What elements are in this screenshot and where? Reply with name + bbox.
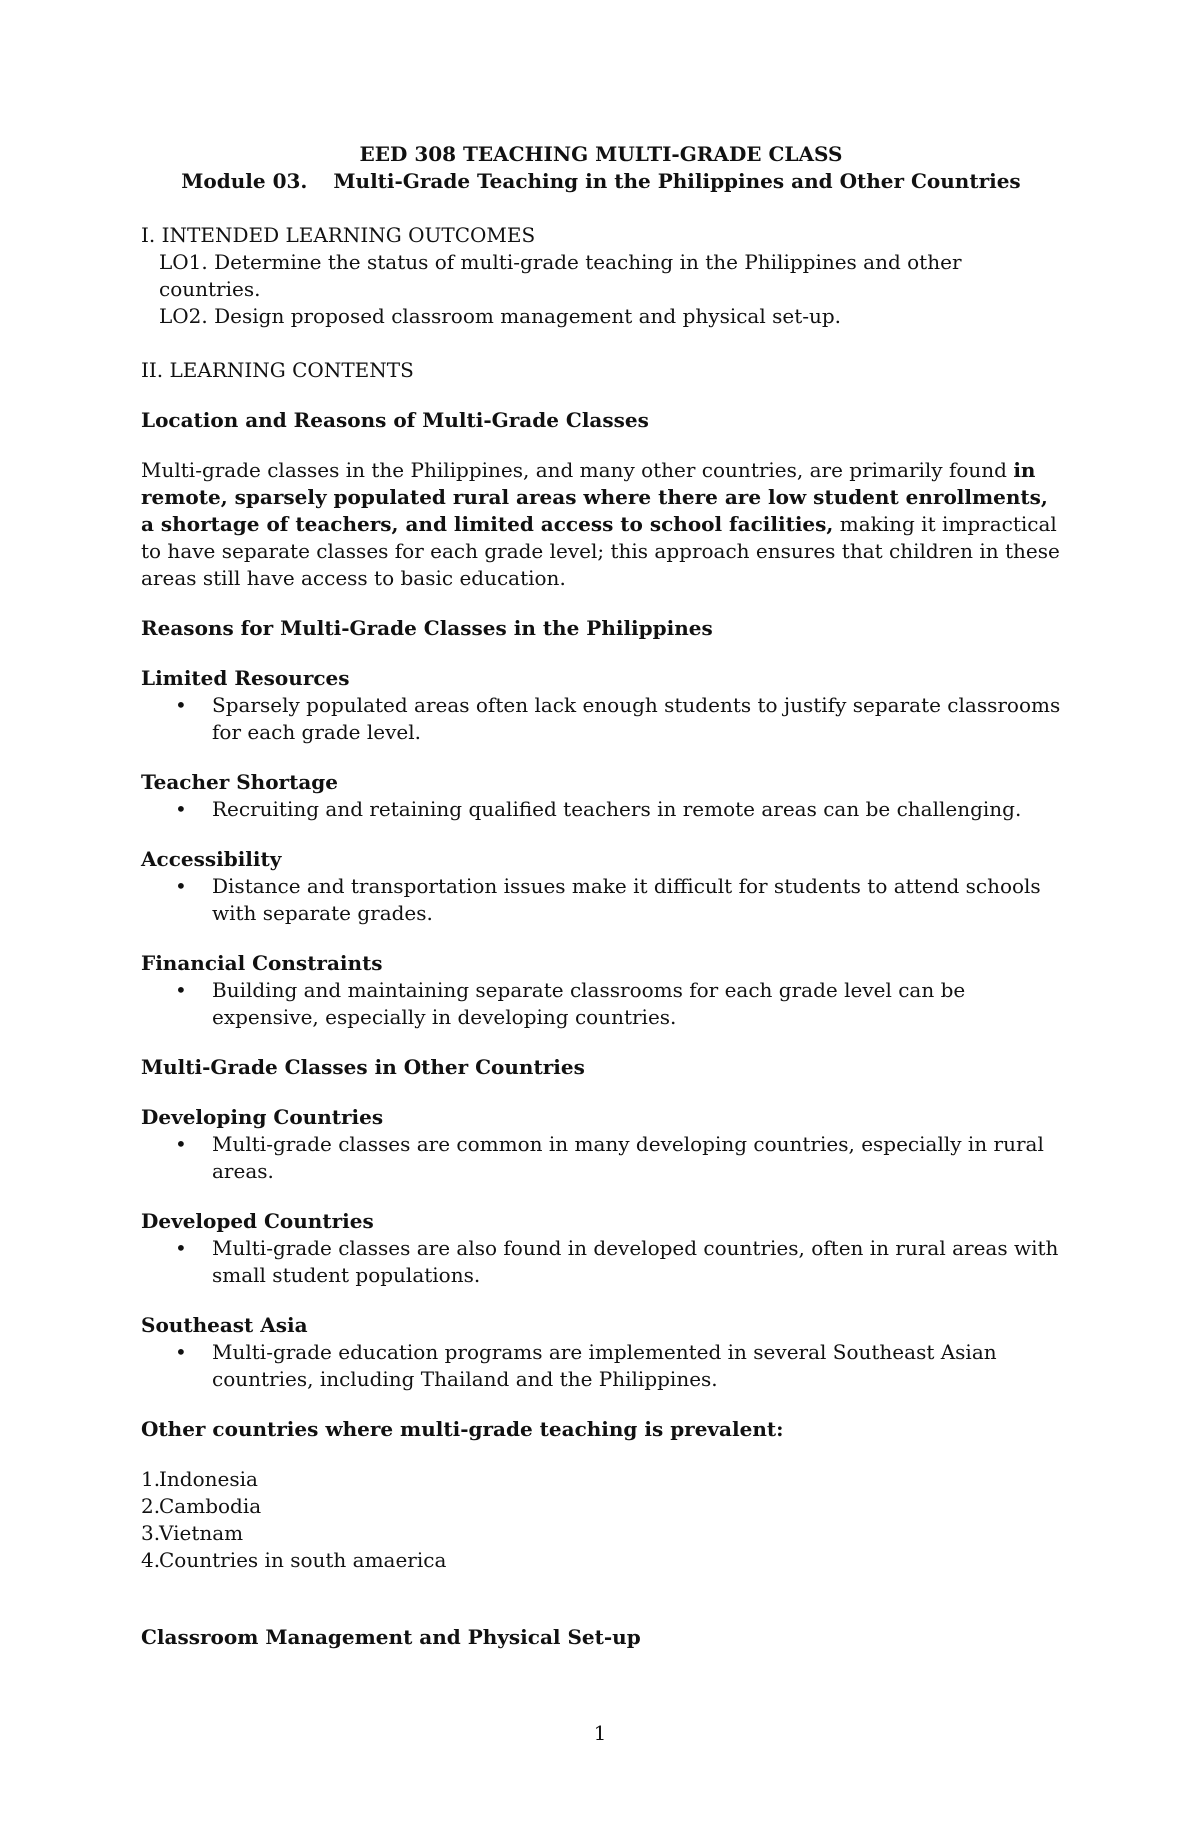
- bullet-icon: •: [175, 1236, 187, 1260]
- list-item: [141, 977, 1061, 1031]
- list-item-text: Cambodia: [159, 1494, 262, 1518]
- region-list: [141, 1235, 1061, 1289]
- bullet-icon: •: [175, 1132, 187, 1156]
- bullet-icon: •: [175, 1340, 187, 1364]
- list-item: [141, 1235, 1061, 1289]
- contents-heading: II. LEARNING CONTENTS: [141, 358, 414, 382]
- intro-paragraph: [141, 457, 1061, 592]
- outcome-item: LO2. Design proposed classroom management and physical set-up.: [159, 304, 842, 328]
- bullet-icon: •: [175, 978, 187, 1002]
- region-list: [141, 1131, 1061, 1185]
- reason-title: Financial Constraints: [141, 951, 383, 975]
- page-content: [141, 141, 1061, 1651]
- module-title: Multi-Grade Teaching in the Philippines and Other Countries: [333, 169, 1021, 193]
- list-item-text: Building and maintaining separate classrooms for each grade level can be expensive, especially in developing countries.: [212, 978, 966, 1029]
- region-title: Southeast Asia: [141, 1313, 308, 1337]
- intro-text-2: making it impractical to have separate classes for each grade level; this approach ensures that children in these areas still have access to basic education.: [141, 512, 1060, 590]
- intro-text-bold: in remote, sparsely populated rural areas where there are low student enrollments, a shortage of teachers, and limited access to school facilities,: [141, 458, 1048, 536]
- list-item-text: Multi-grade classes are common in many developing countries, especially in rural areas.: [212, 1132, 1044, 1183]
- prevalent-heading: Other countries where multi-grade teaching is prevalent:: [141, 1417, 784, 1441]
- bullet-icon: •: [175, 874, 187, 898]
- list-item: [141, 1339, 1061, 1393]
- reason-title: Teacher Shortage: [141, 770, 338, 794]
- reason-list: [141, 873, 1061, 927]
- list-item-text: Recruiting and retaining qualified teachers in remote areas can be challenging.: [212, 797, 1022, 821]
- list-item: [141, 1466, 1061, 1493]
- list-number: 1.: [141, 1467, 161, 1491]
- page-number: 1: [593, 1721, 607, 1745]
- outcomes-heading: I. INTENDED LEARNING OUTCOMES: [141, 223, 536, 247]
- list-item: [141, 1493, 1061, 1520]
- bullet-icon: •: [175, 797, 187, 821]
- reason-title: Accessibility: [141, 847, 282, 871]
- list-item-text: Distance and transportation issues make it difficult for students to attend schools with separate grades.: [212, 874, 1041, 925]
- region-list: [141, 1339, 1061, 1393]
- module-heading: [141, 168, 1061, 195]
- region-title: Developing Countries: [141, 1105, 384, 1129]
- location-heading: Location and Reasons of Multi-Grade Classes: [141, 408, 649, 432]
- other-countries-heading: Multi-Grade Classes in Other Countries: [141, 1055, 585, 1079]
- reason-list: [141, 692, 1061, 746]
- classroom-heading: Classroom Management and Physical Set-up: [141, 1625, 641, 1649]
- prevalent-list: [141, 1466, 1061, 1574]
- list-item: [141, 1547, 1061, 1574]
- course-title: EED 308 TEACHING MULTI-GRADE CLASS: [359, 142, 843, 166]
- list-item-text: Vietnam: [159, 1521, 244, 1545]
- list-number: 3.: [141, 1521, 161, 1545]
- list-number: 4.: [141, 1548, 161, 1572]
- list-item: [141, 1520, 1061, 1547]
- outcome-item: LO1. Determine the status of multi-grade teaching in the Philippines and other countries.: [159, 250, 962, 301]
- module-number: Module 03.: [181, 169, 308, 193]
- list-item-text: Countries in south amaerica: [159, 1548, 447, 1572]
- list-item-text: Multi-grade classes are also found in developed countries, often in rural areas with small student populations.: [212, 1236, 1059, 1287]
- intro-text-1: Multi-grade classes in the Philippines, and many other countries, are primarily found: [141, 458, 1014, 482]
- list-item: [141, 796, 1061, 823]
- list-item: [141, 692, 1061, 746]
- list-item: [141, 873, 1061, 927]
- reason-list: [141, 977, 1061, 1031]
- list-number: 2.: [141, 1494, 161, 1518]
- list-item-text: Indonesia: [159, 1467, 258, 1491]
- region-title: Developed Countries: [141, 1209, 374, 1233]
- list-item: [141, 1131, 1061, 1185]
- reasons-heading: Reasons for Multi-Grade Classes in the Philippines: [141, 616, 713, 640]
- reason-title: Limited Resources: [141, 666, 350, 690]
- list-item-text: Multi-grade education programs are implemented in several Southeast Asian countries, including Thailand and the Philippines.: [212, 1340, 997, 1391]
- list-item-text: Sparsely populated areas often lack enough students to justify separate classrooms for each grade level.: [212, 693, 1061, 744]
- bullet-icon: •: [175, 693, 187, 717]
- reason-list: [141, 796, 1061, 823]
